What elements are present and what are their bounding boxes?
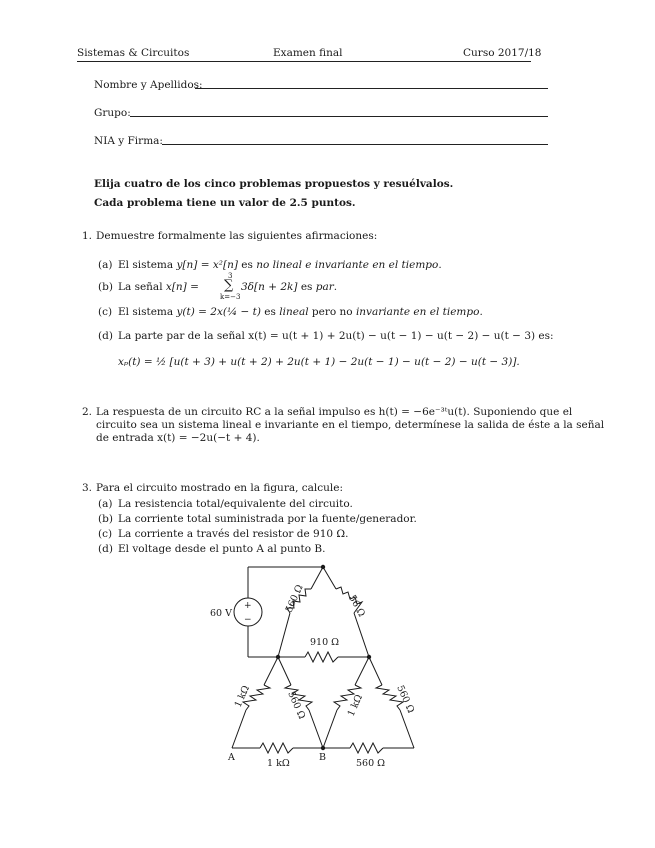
instruction-line-2: Cada problema tiene un valor de 2.5 puntos.	[94, 197, 356, 209]
p1c-mid2: pero no	[308, 306, 356, 318]
resistor-mid	[305, 652, 338, 662]
label-r-mid: 910 Ω	[310, 637, 340, 648]
label-r-bottom-left: 1 kΩ	[267, 758, 290, 769]
p1b-sum-top: 3	[228, 272, 233, 280]
header-left: Sistemas & Circuitos	[77, 47, 190, 59]
label-node-b: B	[319, 752, 326, 763]
p1b-label: (b)	[98, 281, 113, 293]
p1c-italic2: invariante en el tiempo	[355, 306, 480, 318]
resistor-bottom-right	[350, 743, 383, 753]
p1b-pre-text: La señal	[118, 281, 166, 293]
p3c-text: La corriente a través del resistor de 910 Ω.	[118, 528, 349, 540]
group-field-label: Grupo:	[94, 107, 131, 119]
p2-line-2: circuito sea un sistema lineal e invariante en el tiempo, determínese la salida de éste a la señal	[96, 419, 605, 431]
p1b-lhs: x[n] =	[165, 281, 199, 293]
p3d-text: El voltage desde el punto A al punto B.	[118, 543, 326, 555]
p1c-end: .	[479, 306, 483, 318]
p1c-mid: es	[260, 306, 280, 318]
p1d-text: La parte par de la señal x(t) = u(t + 1) + 2u(t) − u(t − 1) − u(t − 2) − u(t − 3) es:	[118, 330, 554, 342]
p3b-label: (b)	[98, 513, 113, 525]
p2-number: 2.	[82, 406, 93, 418]
p1c-italic1: lineal	[279, 306, 309, 318]
p1b-italic: par	[315, 281, 334, 293]
node-mid-right	[367, 655, 371, 659]
p1b-sum-symbol: ∑	[224, 278, 234, 293]
p3d-label: (d)	[98, 543, 113, 555]
name-field-label: Nombre y Apellidos:	[94, 79, 203, 91]
label-r-center-right: 1 kΩ	[345, 693, 365, 719]
source-minus: −	[244, 615, 252, 625]
p3-intro: Para el circuito mostrado en la figura, calcule:	[96, 482, 344, 494]
p2-line-3: de entrada x(t) = −2u(−t + 4).	[96, 432, 260, 444]
p1c-label: (c)	[98, 306, 113, 318]
label-r-left: 1 kΩ	[232, 684, 252, 710]
node-mid-left	[276, 655, 280, 659]
p1a-end: .	[438, 259, 442, 271]
p3c-label: (c)	[98, 528, 113, 540]
p2-line-1: La respuesta de un circuito RC a la señal impulso es h(t) = −6e⁻³ᵗu(t). Suponiendo que el	[96, 406, 573, 418]
source-plus: +	[244, 601, 252, 611]
p1a-mid: es	[237, 259, 257, 271]
source-label: 60 V	[210, 608, 232, 619]
p1a-label: (a)	[98, 259, 113, 271]
p1c-pre: El sistema	[118, 306, 177, 318]
label-node-a: A	[228, 752, 235, 763]
p1d-formula: xₚ(t) = ½ [u(t + 3) + u(t + 2) + 2u(t + 1) − 2u(t − 1) − u(t − 2) − u(t − 3)].	[118, 356, 520, 368]
node-b	[321, 746, 325, 750]
label-r-center-left: 560 Ω	[285, 689, 308, 721]
p3-number: 3.	[82, 482, 93, 494]
header-right: Curso 2017/18	[463, 47, 542, 59]
p1a-italic: no lineal e invariante en el tiempo	[256, 259, 439, 271]
p1b-sum-bottom: k=−3	[220, 293, 241, 301]
p1a-expr: y[n] = x²[n]	[176, 259, 238, 271]
instruction-line-1: Elija cuatro de los cinco problemas propuestos y resuélvalos.	[94, 178, 454, 190]
p3b-text: La corriente total suministrada por la fuente/generador.	[118, 513, 417, 525]
p1d-label: (d)	[98, 330, 113, 342]
label-r-top-right: 56 Ω	[346, 593, 367, 619]
label-r-bottom-right: 560 Ω	[356, 758, 386, 769]
resistor-bottom-left	[260, 743, 293, 753]
label-r-top-left: 560 Ω	[283, 583, 306, 615]
p1-number: 1.	[82, 230, 93, 242]
p3a-label: (a)	[98, 498, 113, 510]
p1b-end: .	[333, 281, 338, 293]
p1a-pre: El sistema	[118, 259, 177, 271]
header-center: Examen final	[273, 47, 343, 59]
p1c-expr: y(t) = 2x(¼ − t)	[176, 306, 261, 318]
p3a-text: La resistencia total/equivalente del circuito.	[118, 498, 353, 510]
p1b-mid: es	[297, 281, 316, 293]
p1-intro: Demuestre formalmente las siguientes afirmaciones:	[96, 230, 378, 242]
nia-field-label: NIA y Firma:	[94, 135, 163, 147]
label-r-right: 560 Ω	[394, 683, 417, 715]
p1b-rhs: 3δ[n + 2k]	[241, 281, 298, 293]
node-top	[321, 565, 325, 569]
